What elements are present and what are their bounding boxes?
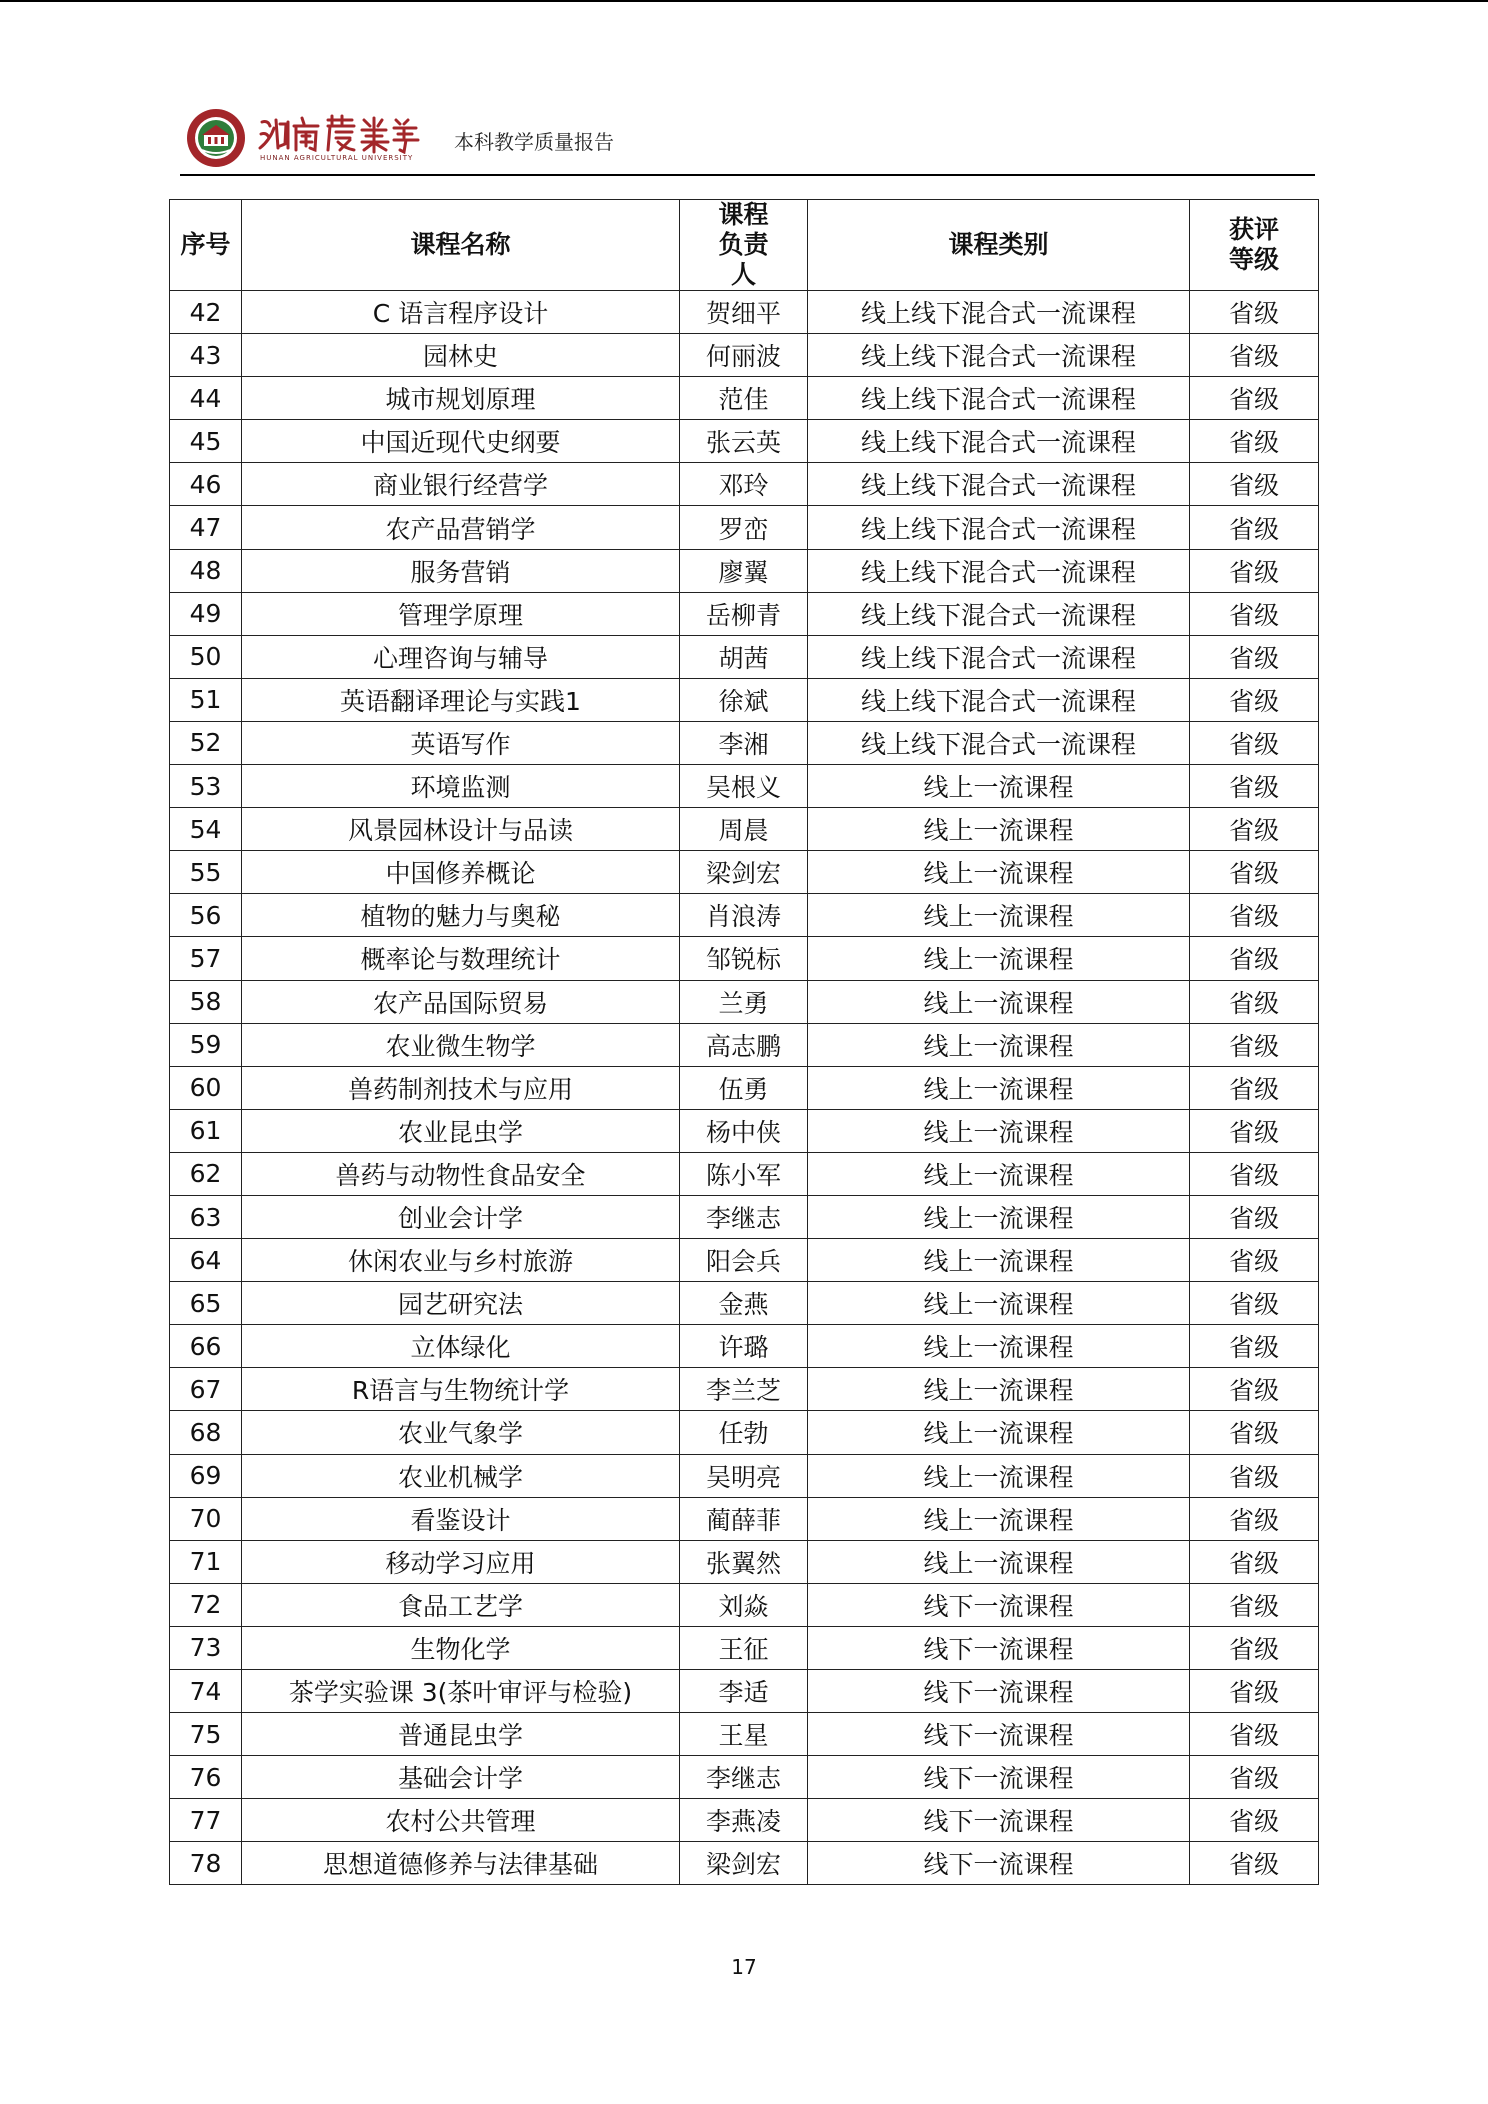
cell-number: 78 (170, 1842, 242, 1885)
cell-course-name: 环境监测 (242, 765, 680, 808)
cell-course-name: 中国近现代史纲要 (242, 420, 680, 463)
cell-course-name: 思想道德修养与法律基础 (242, 1842, 680, 1885)
cell-course-type: 线上一流课程 (808, 1325, 1190, 1368)
table-body (170, 291, 1319, 1885)
cell-course-name: 移动学习应用 (242, 1540, 680, 1583)
cell-course-name: 普通昆虫学 (242, 1713, 680, 1756)
column-header-no: 序号 (170, 200, 242, 291)
cell-course-name: 农村公共管理 (242, 1799, 680, 1842)
cell-course-type: 线上一流课程 (808, 1411, 1190, 1454)
cell-course-name: 风景园林设计与品读 (242, 808, 680, 851)
cell-course-name: 农产品国际贸易 (242, 980, 680, 1023)
table-row (170, 851, 1319, 894)
cell-course-type: 线上线下混合式一流课程 (808, 721, 1190, 764)
cell-course-type: 线上一流课程 (808, 1454, 1190, 1497)
cell-course-type: 线上线下混合式一流课程 (808, 635, 1190, 678)
cell-course-type: 线上一流课程 (808, 1109, 1190, 1152)
cell-level: 省级 (1190, 1842, 1319, 1885)
table-row (170, 765, 1319, 808)
table-row (170, 377, 1319, 420)
cell-number: 53 (170, 765, 242, 808)
table-row (170, 1023, 1319, 1066)
cell-number: 66 (170, 1325, 242, 1368)
cell-course-lead: 吴明亮 (680, 1454, 808, 1497)
cell-course-type: 线下一流课程 (808, 1670, 1190, 1713)
cell-course-lead: 蔺薛菲 (680, 1497, 808, 1540)
cell-course-type: 线上线下混合式一流课程 (808, 291, 1190, 334)
cell-course-lead: 梁剑宏 (680, 1842, 808, 1885)
table-row (170, 506, 1319, 549)
cell-course-lead: 贺细平 (680, 291, 808, 334)
cell-course-lead: 罗峦 (680, 506, 808, 549)
cell-course-type: 线下一流课程 (808, 1626, 1190, 1669)
cell-course-name: 园林史 (242, 334, 680, 377)
cell-course-type: 线上线下混合式一流课程 (808, 334, 1190, 377)
cell-level: 省级 (1190, 1799, 1319, 1842)
cell-number: 48 (170, 549, 242, 592)
cell-course-type: 线上线下混合式一流课程 (808, 377, 1190, 420)
cell-course-lead: 王征 (680, 1626, 808, 1669)
cell-course-name: 休闲农业与乡村旅游 (242, 1239, 680, 1282)
table-row (170, 291, 1319, 334)
cell-course-name: 基础会计学 (242, 1756, 680, 1799)
cell-course-lead: 胡茜 (680, 635, 808, 678)
table-row (170, 1713, 1319, 1756)
cell-course-lead: 何丽波 (680, 334, 808, 377)
column-header-course-type: 课程类别 (808, 200, 1190, 291)
cell-course-lead: 伍勇 (680, 1066, 808, 1109)
cell-level: 省级 (1190, 721, 1319, 764)
cell-course-lead: 肖浪涛 (680, 894, 808, 937)
cell-level: 省级 (1190, 549, 1319, 592)
cell-number: 74 (170, 1670, 242, 1713)
cell-course-type: 线上线下混合式一流课程 (808, 506, 1190, 549)
cell-number: 73 (170, 1626, 242, 1669)
cell-course-lead: 邹锐标 (680, 937, 808, 980)
cell-number: 54 (170, 808, 242, 851)
table-row (170, 1454, 1319, 1497)
table-row (170, 1109, 1319, 1152)
cell-course-name: 立体绿化 (242, 1325, 680, 1368)
cell-number: 64 (170, 1239, 242, 1282)
cell-course-lead: 李燕凌 (680, 1799, 808, 1842)
cell-course-type: 线上线下混合式一流课程 (808, 463, 1190, 506)
cell-course-type: 线上一流课程 (808, 1540, 1190, 1583)
cell-course-lead: 李继志 (680, 1195, 808, 1238)
cell-course-name: 心理咨询与辅导 (242, 635, 680, 678)
cell-course-lead: 廖翼 (680, 549, 808, 592)
cell-course-lead: 张云英 (680, 420, 808, 463)
cell-level: 省级 (1190, 334, 1319, 377)
table-row (170, 1540, 1319, 1583)
column-header-course-lead (680, 200, 808, 291)
cell-number: 67 (170, 1368, 242, 1411)
cell-course-lead: 阳会兵 (680, 1239, 808, 1282)
table-row (170, 1583, 1319, 1626)
cell-number: 65 (170, 1282, 242, 1325)
table-row (170, 1282, 1319, 1325)
cell-course-lead: 王星 (680, 1713, 808, 1756)
table-row (170, 1756, 1319, 1799)
table-row (170, 1239, 1319, 1282)
cell-number: 60 (170, 1066, 242, 1109)
cell-course-name: 管理学原理 (242, 592, 680, 635)
cell-course-name: 中国修养概论 (242, 851, 680, 894)
cell-course-lead: 陈小军 (680, 1152, 808, 1195)
cell-number: 75 (170, 1713, 242, 1756)
cell-course-lead: 任勃 (680, 1411, 808, 1454)
cell-number: 43 (170, 334, 242, 377)
cell-course-type: 线下一流课程 (808, 1583, 1190, 1626)
cell-course-type: 线下一流课程 (808, 1842, 1190, 1885)
column-header-course-name: 课程名称 (242, 200, 680, 291)
report-title: 本科教学质量报告 (454, 130, 614, 154)
table-row (170, 808, 1319, 851)
table-row (170, 463, 1319, 506)
cell-level: 省级 (1190, 894, 1319, 937)
cell-level: 省级 (1190, 1540, 1319, 1583)
cell-course-lead: 李湘 (680, 721, 808, 764)
cell-course-lead: 金燕 (680, 1282, 808, 1325)
table-row (170, 1066, 1319, 1109)
cell-number: 68 (170, 1411, 242, 1454)
cell-number: 46 (170, 463, 242, 506)
cell-number: 47 (170, 506, 242, 549)
cell-course-name: C 语言程序设计 (242, 291, 680, 334)
cell-course-lead: 邓玲 (680, 463, 808, 506)
cell-course-name: 概率论与数理统计 (242, 937, 680, 980)
cell-number: 51 (170, 678, 242, 721)
cell-course-type: 线上一流课程 (808, 808, 1190, 851)
cell-level: 省级 (1190, 1152, 1319, 1195)
cell-course-lead: 张翼然 (680, 1540, 808, 1583)
table-row (170, 1411, 1319, 1454)
cell-course-name: 创业会计学 (242, 1195, 680, 1238)
cell-course-type: 线上一流课程 (808, 937, 1190, 980)
table-row (170, 592, 1319, 635)
table-row (170, 894, 1319, 937)
table-row (170, 420, 1319, 463)
table-row (170, 1842, 1319, 1885)
table-row (170, 721, 1319, 764)
cell-course-lead: 许璐 (680, 1325, 808, 1368)
table-row (170, 334, 1319, 377)
cell-course-type: 线上一流课程 (808, 1066, 1190, 1109)
cell-course-name: 农业昆虫学 (242, 1109, 680, 1152)
table-row (170, 937, 1319, 980)
cell-course-lead: 刘焱 (680, 1583, 808, 1626)
cell-course-name: 英语写作 (242, 721, 680, 764)
top-border-line (0, 0, 1488, 2)
cell-level: 省级 (1190, 1023, 1319, 1066)
cell-number: 52 (170, 721, 242, 764)
cell-course-lead: 范佳 (680, 377, 808, 420)
cell-course-type: 线下一流课程 (808, 1713, 1190, 1756)
cell-level: 省级 (1190, 1497, 1319, 1540)
course-table (169, 199, 1319, 1885)
header-divider (180, 174, 1315, 176)
table-row (170, 1325, 1319, 1368)
cell-course-type: 线上一流课程 (808, 980, 1190, 1023)
cell-course-type: 线上一流课程 (808, 1282, 1190, 1325)
table-row (170, 549, 1319, 592)
cell-level: 省级 (1190, 851, 1319, 894)
cell-number: 58 (170, 980, 242, 1023)
table-row (170, 980, 1319, 1023)
cell-level: 省级 (1190, 808, 1319, 851)
cell-course-name: 兽药与动物性食品安全 (242, 1152, 680, 1195)
table-header (170, 200, 1319, 291)
cell-course-type: 线上一流课程 (808, 1023, 1190, 1066)
cell-number: 56 (170, 894, 242, 937)
course-lead-header-text: 课程负责人 (718, 200, 769, 289)
cell-level: 省级 (1190, 1325, 1319, 1368)
cell-course-type: 线上一流课程 (808, 851, 1190, 894)
cell-course-type: 线下一流课程 (808, 1799, 1190, 1842)
cell-course-type: 线上一流课程 (808, 1152, 1190, 1195)
table-row (170, 678, 1319, 721)
cell-number: 42 (170, 291, 242, 334)
cell-course-name: 农产品营销学 (242, 506, 680, 549)
cell-course-lead: 高志鹏 (680, 1023, 808, 1066)
cell-course-lead: 周晨 (680, 808, 808, 851)
cell-level: 省级 (1190, 1626, 1319, 1669)
cell-course-type: 线上一流课程 (808, 1239, 1190, 1282)
cell-number: 69 (170, 1454, 242, 1497)
cell-course-name: 城市规划原理 (242, 377, 680, 420)
cell-level: 省级 (1190, 1756, 1319, 1799)
cell-course-type: 线下一流课程 (808, 1756, 1190, 1799)
cell-course-name: 英语翻译理论与实践1 (242, 678, 680, 721)
cell-course-name: 生物化学 (242, 1626, 680, 1669)
cell-number: 71 (170, 1540, 242, 1583)
cell-course-lead: 李兰芝 (680, 1368, 808, 1411)
column-header-level (1190, 200, 1319, 291)
page-number: 17 (731, 1955, 757, 1979)
university-seal-icon (186, 108, 246, 168)
cell-course-name: 服务营销 (242, 549, 680, 592)
cell-course-lead: 徐斌 (680, 678, 808, 721)
cell-course-name: 看鉴设计 (242, 1497, 680, 1540)
cell-course-name: 农业微生物学 (242, 1023, 680, 1066)
cell-level: 省级 (1190, 1454, 1319, 1497)
cell-number: 72 (170, 1583, 242, 1626)
cell-course-name: 食品工艺学 (242, 1583, 680, 1626)
cell-course-type: 线上线下混合式一流课程 (808, 592, 1190, 635)
cell-level: 省级 (1190, 1195, 1319, 1238)
cell-course-name: 商业银行经营学 (242, 463, 680, 506)
cell-level: 省级 (1190, 765, 1319, 808)
cell-course-name: 兽药制剂技术与应用 (242, 1066, 680, 1109)
table-row (170, 1368, 1319, 1411)
cell-level: 省级 (1190, 980, 1319, 1023)
cell-level: 省级 (1190, 1282, 1319, 1325)
cell-course-type: 线上一流课程 (808, 1368, 1190, 1411)
cell-course-name: 茶学实验课 3(茶叶审评与检验) (242, 1670, 680, 1713)
cell-course-lead: 梁剑宏 (680, 851, 808, 894)
cell-level: 省级 (1190, 1583, 1319, 1626)
table-row (170, 1497, 1319, 1540)
cell-course-name: 植物的魅力与奥秘 (242, 894, 680, 937)
cell-level: 省级 (1190, 635, 1319, 678)
page-header (180, 104, 1315, 174)
table-row (170, 1152, 1319, 1195)
cell-level: 省级 (1190, 937, 1319, 980)
cell-number: 55 (170, 851, 242, 894)
cell-level: 省级 (1190, 291, 1319, 334)
cell-course-lead: 兰勇 (680, 980, 808, 1023)
cell-number: 76 (170, 1756, 242, 1799)
cell-level: 省级 (1190, 592, 1319, 635)
header-row (170, 200, 1319, 291)
cell-course-lead: 岳柳青 (680, 592, 808, 635)
cell-course-type: 线上一流课程 (808, 1195, 1190, 1238)
cell-level: 省级 (1190, 506, 1319, 549)
table-row (170, 1626, 1319, 1669)
cell-level: 省级 (1190, 1066, 1319, 1109)
table-row (170, 635, 1319, 678)
cell-level: 省级 (1190, 1368, 1319, 1411)
cell-level: 省级 (1190, 1239, 1319, 1282)
cell-number: 44 (170, 377, 242, 420)
cell-level: 省级 (1190, 1713, 1319, 1756)
cell-level: 省级 (1190, 1109, 1319, 1152)
table-row (170, 1670, 1319, 1713)
cell-level: 省级 (1190, 377, 1319, 420)
cell-number: 59 (170, 1023, 242, 1066)
cell-level: 省级 (1190, 678, 1319, 721)
cell-number: 62 (170, 1152, 242, 1195)
cell-course-type: 线上线下混合式一流课程 (808, 678, 1190, 721)
cell-course-lead: 吴根义 (680, 765, 808, 808)
cell-number: 77 (170, 1799, 242, 1842)
university-english-name: HUNAN AGRICULTURAL UNIVERSITY (260, 154, 414, 162)
cell-course-type: 线上线下混合式一流课程 (808, 549, 1190, 592)
cell-number: 57 (170, 937, 242, 980)
cell-number: 70 (170, 1497, 242, 1540)
cell-course-name: 农业气象学 (242, 1411, 680, 1454)
cell-level: 省级 (1190, 420, 1319, 463)
cell-number: 63 (170, 1195, 242, 1238)
level-header-text: 获评等级 (1228, 215, 1279, 274)
cell-course-lead: 李适 (680, 1670, 808, 1713)
university-calligraphy-logo (258, 114, 420, 154)
cell-level: 省级 (1190, 1411, 1319, 1454)
cell-course-lead: 李继志 (680, 1756, 808, 1799)
table-row (170, 1195, 1319, 1238)
table-row (170, 1799, 1319, 1842)
cell-number: 49 (170, 592, 242, 635)
cell-course-name: R语言与生物统计学 (242, 1368, 680, 1411)
cell-course-type: 线上线下混合式一流课程 (808, 420, 1190, 463)
cell-course-lead: 杨中侠 (680, 1109, 808, 1152)
cell-level: 省级 (1190, 463, 1319, 506)
cell-course-type: 线上一流课程 (808, 1497, 1190, 1540)
cell-number: 45 (170, 420, 242, 463)
cell-course-type: 线上一流课程 (808, 765, 1190, 808)
cell-course-name: 园艺研究法 (242, 1282, 680, 1325)
cell-course-name: 农业机械学 (242, 1454, 680, 1497)
cell-level: 省级 (1190, 1670, 1319, 1713)
cell-number: 61 (170, 1109, 242, 1152)
cell-course-type: 线上一流课程 (808, 894, 1190, 937)
cell-number: 50 (170, 635, 242, 678)
